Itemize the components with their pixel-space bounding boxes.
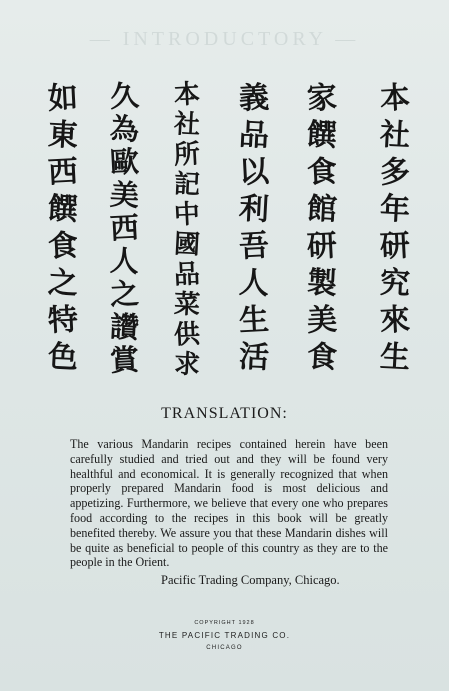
calligraphy-character: 來 [379,302,411,339]
signature-line: Pacific Trading Company, Chicago. [161,573,340,587]
calligraphy-character: 饌 [47,191,79,228]
publisher-line: THE PACIFIC TRADING CO. [158,631,291,640]
calligraphy-character: 食 [306,339,338,376]
calligraphy-character: 家 [306,80,338,117]
copyright-line: COPYRIGHT 1928 [194,620,255,626]
calligraphy-character: 賞 [109,342,141,378]
calligraphy-character: 活 [238,339,270,376]
calligraphy-character: 如 [47,80,79,117]
calligraphy-character: 特 [47,302,79,339]
calligraphy-character: 菜 [173,289,201,321]
calligraphy-column-2 [295,80,349,376]
calligraphy-character: 饌 [306,117,338,154]
calligraphy-character: 東 [47,117,79,154]
calligraphy-character: 國 [173,229,201,261]
calligraphy-character: 館 [306,191,338,228]
calligraphy-character: 美 [306,302,338,339]
calligraphy-column-3 [227,80,281,376]
translation-paragraph: The various Mandarin recipes contained herein have been carefully studied and tried out and they will be found very healthful and economical. It is generally recognized that when properly prepared Mandarin food is most delicious and appetizing. Furthermore, we believe that every one who prepares food according to the recipes in this book will be greatly benefited thereby. We assure you that these Mandarin dishes will be quite as beneficial to people of this country as they are to the people in the Orient. [70,437,388,570]
calligraphy-character: 為 [109,111,141,147]
calligraphy-character: 年 [379,191,411,228]
calligraphy-character: 西 [109,210,141,246]
calligraphy-column-4 [160,80,214,380]
calligraphy-character: 中 [173,199,201,231]
calligraphy-column-5 [98,80,152,377]
city-line: CHICAGO [206,645,243,651]
calligraphy-character: 品 [173,259,201,291]
calligraphy-character: 研 [306,228,338,265]
calligraphy-character: 製 [306,265,338,302]
calligraphy-character: 利 [238,191,270,228]
calligraphy-character: 本 [173,79,201,111]
calligraphy-character: 求 [173,349,201,381]
calligraphy-character: 西 [47,154,79,191]
calligraphy-character: 所 [173,139,201,171]
calligraphy-character: 義 [238,80,270,117]
bleed-through-heading: — INTRODUCTORY — [89,28,360,50]
calligraphy-character: 歐 [109,144,141,180]
calligraphy-character: 社 [379,117,411,154]
calligraphy-character: 美 [109,177,141,213]
calligraphy-column-6 [36,80,90,376]
calligraphy-character: 記 [173,169,201,201]
calligraphy-character: 人 [109,243,141,279]
calligraphy-character: 吾 [238,228,270,265]
calligraphy-character: 多 [379,154,411,191]
calligraphy-character: 以 [238,154,270,191]
calligraphy-character: 色 [47,339,79,376]
calligraphy-character: 生 [238,302,270,339]
calligraphy-character: 食 [306,154,338,191]
calligraphy-character: 供 [173,319,201,351]
calligraphy-column-1 [368,80,422,376]
calligraphy-character: 社 [173,109,201,141]
calligraphy-character: 久 [109,78,141,114]
calligraphy-character: 究 [379,265,411,302]
calligraphy-character: 本 [379,80,411,117]
calligraphy-character: 讚 [109,309,141,345]
calligraphy-character: 食 [47,228,79,265]
translation-heading: TRANSLATION: [161,405,288,422]
calligraphy-character: 之 [47,265,79,302]
calligraphy-character: 生 [379,339,411,376]
chinese-calligraphy [20,80,429,400]
calligraphy-character: 之 [109,276,141,312]
calligraphy-character: 品 [238,117,270,154]
calligraphy-character: 人 [238,265,270,302]
calligraphy-character: 研 [379,228,411,265]
